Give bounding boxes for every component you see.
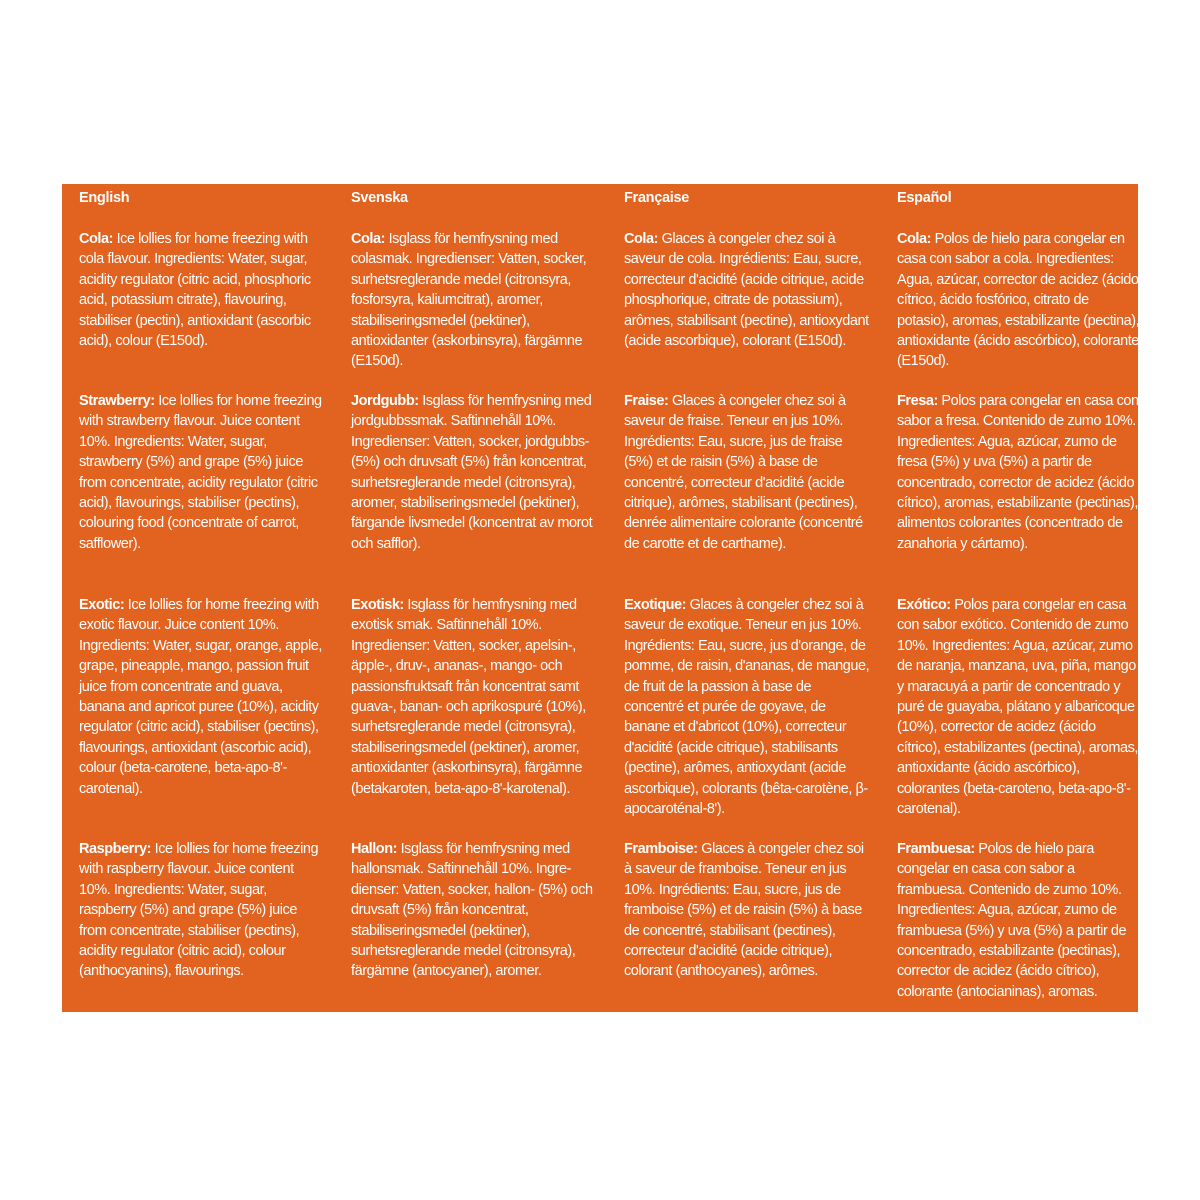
language-column-svenska (351, 184, 596, 1012)
language-heading: English (79, 190, 130, 206)
flavour-block-raspberry (624, 839, 874, 982)
flavour-description: Polos de hielo para congelar en casa con sabor a frambuesa. Contenido de zumo 10%. Ingredientes: Agua, azúcar, zumo de frambuesa (5%) y uva (5%) a partir de concentrado, estabilizante (pectinas), corrector de acidez (ácido cítrico), colorante (antocianinas), aromas. (897, 841, 1127, 1000)
flavour-name: Cola: (79, 231, 114, 247)
flavour-block-strawberry (351, 391, 596, 554)
flavour-name: Strawberry: (79, 393, 155, 409)
flavour-block-cola (79, 229, 324, 351)
flavour-name: Exotic: (79, 597, 125, 613)
language-column-francaise (624, 184, 874, 1012)
flavour-name: Frambuesa: (897, 841, 975, 857)
language-heading: Español (897, 190, 952, 206)
flavour-name: Cola: (897, 231, 932, 247)
flavour-name: Framboise: (624, 841, 698, 857)
language-column-english (79, 184, 324, 1012)
flavour-block-exotic (897, 595, 1142, 819)
flavour-description: Ice lollies for home freezing with exotic flavour. Juice content 10%. Ingredients: Water, sugar, orange, apple, grape, pineapple, mango, passion fruit juice from concentrate and guava, banana and apricot puree (10%), acidity regulator (citric acid), stabiliser (pectins), flavourings, antioxidant (ascorbic acid), colour (beta-carotene, beta-apo-8'-carotenal). (79, 597, 322, 797)
flavour-block-cola (897, 229, 1142, 372)
flavour-description: Isglass för hemfrysning med exotisk smak. Saftinnehåll 10%. Ingredienser: Vatten, socker, apelsin-, äpple-, druv-, ananas-, mango- och passionsfruktsaft från koncentrat samt guava-, banan- och aprikospuré (10%), surhetsreglerande medel (citronsyra), stabiliseringsmedel (pektiner), aromer, antioxidanter (askorbinsyra), färgämne (betakaroten, beta-apo-8'-karotenal). (351, 597, 586, 797)
flavour-name: Hallon: (351, 841, 397, 857)
flavour-description: Glaces à congeler chez soi à saveur de framboise. Teneur en jus 10%. Ingrédients: Eau, sucre, jus de framboise (5%) et de raisin (5%) à base de concentré, stabilisant (pectines), correcteur d'acidité (acide citrique), colorant (anthocyanes), arômes. (624, 841, 864, 980)
flavour-description: Polos para congelar en casa con sabor a fresa. Contenido de zumo 10%. Ingredientes: Agua, azúcar, zumo de fresa (5%) y uva (5%) a partir de concentrado, corrector de acidez (ácido cítrico), aromas, estabilizante (pectinas), alimentos colorantes (concentrado de zanahoria y cártamo). (897, 393, 1139, 552)
flavour-name: Exotisk: (351, 597, 404, 613)
flavour-name: Jordgubb: (351, 393, 419, 409)
flavour-description: Isglass för hemfrysning med colasmak. Ingredienser: Vatten, socker, surhetsreglerande medel (citronsyra, fosforsyra, kaliumcitrat), aromer, stabiliseringsmedel (pektiner), antioxidanter (askorbinsyra), färgämne (E150d). (351, 231, 587, 370)
flavour-name: Raspberry: (79, 841, 152, 857)
flavour-description: Glaces à congeler chez soi à saveur de cola. Ingrédients: Eau, sucre, correcteur d'acidité (acide citrique, acide phosphorique, citrate de potassium), arômes, stabilisant (pectine), antioxydant (acide ascorbique), colorant (E150d). (624, 231, 869, 350)
language-column-espanol (897, 184, 1142, 1012)
flavour-description: Glaces à congeler chez soi à saveur de fraise. Teneur en jus 10%. Ingrédients: Eau, sucre, jus de fraise (5%) et de raisin (5%) à base de concentré, correcteur d'acidité (acide citrique), arômes, stabilisant (pectines), denrée alimentaire colorante (concentré de carotte et de carthame). (624, 393, 863, 552)
flavour-description: Ice lollies for home freezing with raspberry flavour. Juice content 10%. Ingredients: Water, sugar, raspberry (5%) and grape (5%) juice from concentrate, stabiliser (pectins), acidity regulator (citric acid), colour (anthocyanins), flavourings. (79, 841, 319, 980)
flavour-block-exotic (351, 595, 596, 799)
flavour-name: Cola: (624, 231, 659, 247)
flavour-description: Isglass för hemfrysning med jordgubbssmak. Saftinnehåll 10%. Ingredienser: Vatten, socker, jordgubbs- (5%) och druvsaft (5%) från koncentrat, surhetsreglerande medel (citronsyra), aromer, stabiliseringsmedel (pektiner), färgande livsmedel (koncentrat av morot och safflor). (351, 393, 593, 552)
flavour-block-exotic (79, 595, 324, 799)
language-heading: Svenska (351, 190, 408, 206)
flavour-description: Polos de hielo para congelar en casa con sabor a cola. Ingredientes: Agua, azúcar, corrector de acidez (ácido cítrico, ácido fosfórico, citrato de potasio), aromas, estabilizante (pectina), antioxidante (ácido ascórbico), colorante (E150d). (897, 231, 1140, 370)
flavour-block-strawberry (897, 391, 1142, 554)
flavour-name: Exotique: (624, 597, 687, 613)
flavour-description: Ice lollies for home freezing with strawberry flavour. Juice content 10%. Ingredients: Water, sugar, strawberry (5%) and grape (5%) juice from concentrate, acidity regulator (citric acid), flavourings, stabiliser (pectins), colouring food (concentrate of carrot, safflower). (79, 393, 322, 552)
flavour-name: Fraise: (624, 393, 669, 409)
flavour-name: Cola: (351, 231, 386, 247)
flavour-block-strawberry (624, 391, 874, 554)
flavour-name: Fresa: (897, 393, 938, 409)
flavour-block-cola (351, 229, 596, 372)
flavour-description: Ice lollies for home freezing with cola flavour. Ingredients: Water, sugar, acidity regulator (citric acid, phosphoric acid, potassium citrate), flavouring, stabiliser (pectin), antioxidant (ascorbic acid), colour (E150d). (79, 231, 311, 350)
flavour-block-raspberry (897, 839, 1142, 1002)
flavour-description: Glaces à congeler chez soi à saveur de exotique. Teneur en jus 10%. Ingrédients: Eau, sucre, jus d'orange, de pomme, de raisin, d'ananas, de mangue, de fruit de la passion à base de concentré et purée de goyave, de banane et d'abricot (10%), correcteur d'acidité (acide citrique), stabilisants (pectine), arômes, antioxydant (acide ascorbique), colorants (bêta-carotène, β-apocaroténal-8'). (624, 597, 870, 818)
ingredients-label-panel (62, 184, 1138, 1012)
flavour-name: Exótico: (897, 597, 951, 613)
flavour-block-raspberry (79, 839, 324, 982)
flavour-block-strawberry (79, 391, 324, 554)
flavour-description: Polos para congelar en casa con sabor exótico. Contenido de zumo 10%. Ingredientes: Agua, azúcar, zumo de naranja, manzana, uva, piña, mango y maracuyá a partir de concentrado y puré de guayaba, plátano y albaricoque (10%), corrector de acidez (ácido cítrico), estabilizantes (pectina), aromas, antioxidante (ácido ascórbico), colorantes (beta-caroteno, beta-apo-8'-carotenal). (897, 597, 1138, 818)
flavour-block-exotic (624, 595, 874, 819)
flavour-block-cola (624, 229, 874, 351)
language-heading: Française (624, 190, 690, 206)
flavour-block-raspberry (351, 839, 596, 982)
flavour-description: Isglass för hemfrysning med hallonsmak. Saftinnehåll 10%. Ingre-dienser: Vatten, socker, hallon- (5%) och druvsaft (5%) från koncentrat, stabiliseringsmedel (pektiner), surhetsreglerande medel (citronsyra), färgämne (antocyaner), aromer. (351, 841, 593, 980)
